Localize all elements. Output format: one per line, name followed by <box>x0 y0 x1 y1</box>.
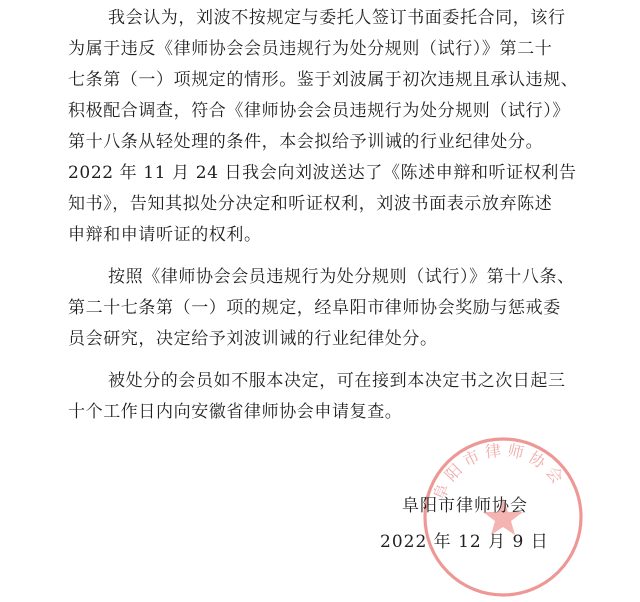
paragraph-3-line-2: 十个工作日内向安徽省律师协会申请复查。 <box>68 402 403 422</box>
paragraph-2-line-2: 第二十七条第（一）项的规定，经阜阳市律师协会奖励与惩戒委 <box>68 298 561 318</box>
svg-text:阜阳市律师协会: 阜阳市律师协会 <box>429 440 570 504</box>
issue-date: 2022 年 12 月 9 日 <box>380 532 549 552</box>
paragraph-1-line-4: 积极配合调查，符合《律师协会会员违规行为处分规则（试行）》 <box>68 101 570 121</box>
paragraph-1-line-5: 第十八条从轻处理的条件，本会拟给予训诫的行业纪律处分。 <box>68 132 544 152</box>
paragraph-1-line-8: 申辩和申请听证的权利。 <box>68 225 262 245</box>
paragraph-2-line-1: 按照《律师协会会员违规行为处分规则（试行）》第十八条、 <box>108 267 575 287</box>
paragraph-1-line-3: 七条第（一）项规定的情形。鉴于刘波属于初次违规且承认违规、 <box>68 70 579 90</box>
issuing-organization: 阜阳市律师协会 <box>402 496 528 516</box>
paragraph-2-line-3: 员会研究，决定给予刘波训诫的行业纪律处分。 <box>68 329 438 349</box>
paragraph-1-line-1: 我会认为，刘波不按规定与委托人签订书面委托合同，该行 <box>108 8 566 28</box>
paragraph-1-line-7: 知书》，告知其拟处分决定和听证权利，刘波书面表示放弃陈述 <box>68 194 553 214</box>
paragraph-3-line-1: 被处分的会员如不服本决定，可在接到本决定书之次日起三 <box>108 371 566 391</box>
paragraph-1-line-6: 2022 年 11 月 24 日我会向刘波送达了《陈述申辩和听证权利告 <box>68 163 577 183</box>
paragraph-1-line-2: 为属于违反《律师协会会员违规行为处分规则（试行）》第二十 <box>68 39 553 59</box>
